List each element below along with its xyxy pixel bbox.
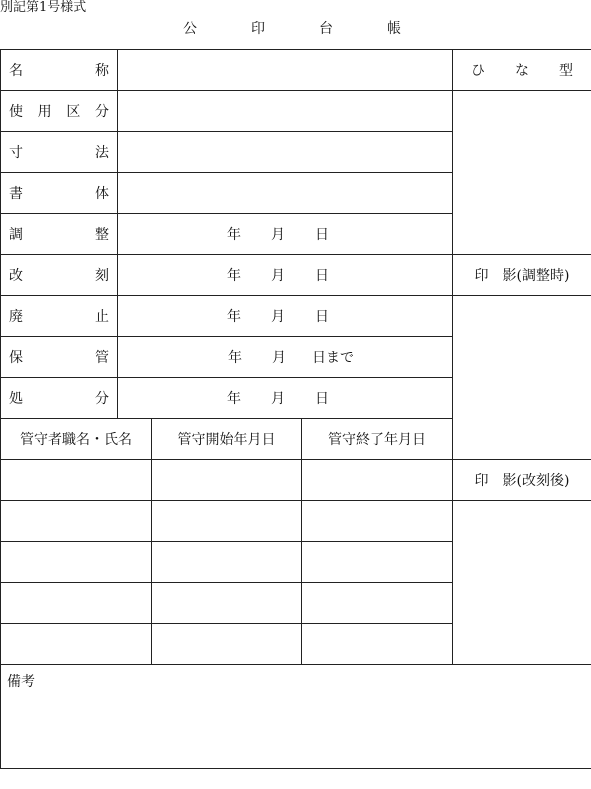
manager-header: 管守者職名・氏名 [1,419,152,460]
page-title [183,20,401,38]
manager-cell[interactable] [1,542,152,583]
stamp-engrave-area[interactable] [453,501,591,665]
abolish-date-cell[interactable]: 年 月 日 [118,296,453,337]
size-value-cell[interactable] [118,132,453,173]
start-date-cell[interactable] [152,542,302,583]
end-date-cell[interactable] [302,583,453,624]
row-label-disposal: 処 分 [1,378,118,419]
table-row [1,501,591,542]
stamp-adjust-area[interactable] [453,296,591,460]
end-date-cell[interactable] [302,501,453,542]
hina-area[interactable] [453,91,591,255]
table-row [1,296,591,337]
hina-header: ひ な 型 [453,50,591,91]
manager-cell[interactable] [1,501,152,542]
title-char: 印 [251,21,265,37]
row-label-usage: 使 用 区 分 [1,91,118,132]
row-label-adjust: 調 整 [1,214,118,255]
form-number-label: 別記第1号様式 [0,0,87,15]
disposal-date-cell[interactable]: 年 月 日 [118,378,453,419]
manager-cell[interactable] [1,460,152,501]
start-date-cell[interactable] [152,624,302,665]
style-value-cell[interactable] [118,173,453,214]
row-label-style: 書 体 [1,173,118,214]
end-date-cell[interactable] [302,624,453,665]
table-row [1,665,591,769]
row-label-storage: 保 管 [1,337,118,378]
end-date-header: 管守終了年月日 [302,419,453,460]
row-label-abolish: 廃 止 [1,296,118,337]
stamp-engrave-header: 印 影(改刻後) [453,460,591,501]
table-row [1,460,591,501]
adjust-date-cell[interactable]: 年 月 日 [118,214,453,255]
end-date-cell[interactable] [302,542,453,583]
table-row [1,91,591,132]
name-value-cell[interactable] [118,50,453,91]
table-row [1,50,591,91]
start-date-cell[interactable] [152,501,302,542]
engrave-date-cell[interactable]: 年 月 日 [118,255,453,296]
title-char: 公 [183,21,197,37]
manager-cell[interactable] [1,583,152,624]
usage-value-cell[interactable] [118,91,453,132]
remarks-label: 備考 [7,674,35,690]
row-label-engrave: 改 刻 [1,255,118,296]
storage-date-cell[interactable]: 年 月 日まで [118,337,453,378]
stamp-adjust-header: 印 影(調整時) [453,255,591,296]
start-date-header: 管守開始年月日 [152,419,302,460]
end-date-cell[interactable] [302,460,453,501]
start-date-cell[interactable] [152,460,302,501]
start-date-cell[interactable] [152,583,302,624]
remarks-cell[interactable] [1,665,591,769]
title-char: 台 [319,21,333,37]
row-label-name: 名 称 [1,50,118,91]
row-label-size: 寸 法 [1,132,118,173]
manager-cell[interactable] [1,624,152,665]
seal-ledger-table [0,49,591,769]
table-row [1,255,591,296]
title-char: 帳 [387,21,401,37]
